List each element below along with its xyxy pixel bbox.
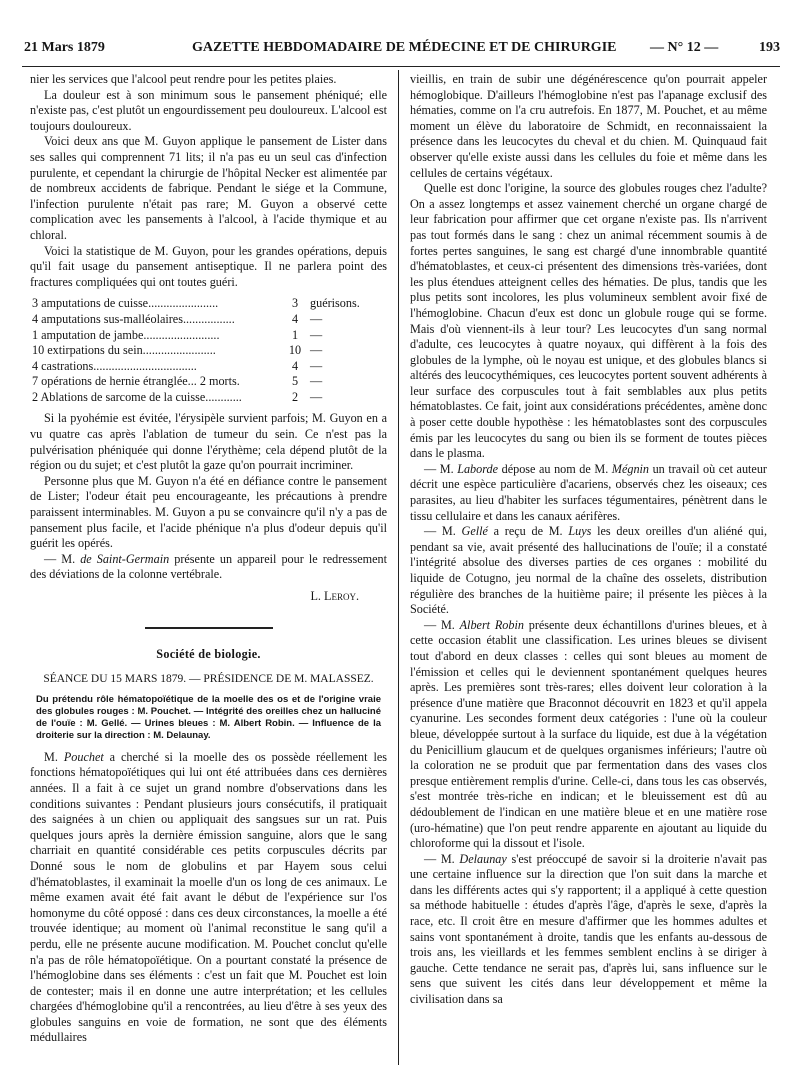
text-run: a reçu de M.: [487, 524, 569, 539]
stat-count: 3: [291, 296, 299, 311]
text-run: présente un appareil pour le redressement des déviations de la colonne vertébrale.: [30, 551, 387, 582]
stat-label: 4 amputations sus-malléolaires.................: [32, 311, 235, 326]
paragraph: Quelle est donc l'origine, la source des globules rouges chez l'adulte? On a assez longtemps et assez vainement cherché un organe chargé de leur fabrication pour affirmer que cet organe n'existe pas. Ils n'arrivent pas tout formés dans le sang : chez un animal récemment soumis à de fortes pertes sanguines, le sang est chargé d'une innombrable quantité d'hématoblastes, et ceux-ci présentent des dimensions très-variées, dont les plus étendues atteignent celles des hématies. De plus, tandis que les plus petits sont incolores, les plus volumineux semblent avoir fixé de l'hémoglobine. Chacun d'eux est donc un globule rouge qui se forme. Mais d'où viennent-ils à leur tour? Les leucocytes d'un sang normal d'adulte, ces leucocytes à quatre noyaux, qui diffèrent à la fois des globules de la lymphe, où le noyau est unique, et des globules blancs si altérés des leucocythémiques, ces leucocytes portent souvent adhérents à leur surface des corpuscules tout à fait semblables aux plus petits hématoblastes. Ce fait, joint aux considérations précédentes, amène donc à poser cette double hypothèse : les hématoblastes sont des corpuscules émis par les leucocytes du sang ou bien ils se forment de toutes pièces dans le plasma.: [410, 181, 767, 461]
text-run: un travail où cet auteur décrit une espèce particulière d'acariens, observés chez les oiseaux; ces parasites, au lieu d'habiter les surfaces tégumentaires, pénètrent dans le tissu cellulaire et dans les canaux aérifères.: [410, 461, 767, 523]
text-run: s'est préoccupé de savoir si la droiterie n'avait pas une certaine influence sur la direction que l'on suit dans la marche et dans les différents actes qui s'y rapportent; il a appliqué à cette question sa méthode habituelle : études d'après l'âge, d'après le sexe, d'après la race, etc. Il croit être en mesure d'affirmer que les hommes adultes et sains vont spontanément à droite, tandis que les enfants au-dessous de trois ans, les vieillards et les femmes semblent enclins à se diriger à gauche. Cette tendance ne serait pas, d'après lui, sans influence sur le sens que suivent les cités dans leur développement et même la civilisation dans sa: [410, 851, 768, 1007]
stat-result: —: [310, 374, 323, 389]
column-divider: [398, 70, 399, 1065]
paragraph: [30, 552, 387, 583]
paragraph: vieillis, en train de subir une dégénérescence qu'on pourrait appeler hémoglobique. D'ailleurs l'hémoglobine n'est pas l'apanage exclusif des hématies, comme on l'a cru autrefois. En 1877, M. Pouchet, et au même moment un élève du laboratoire de Schmidt, en reconnaissaient la présence dans les leucocytes du cheval et du chien. M. Quinquaud fait observer qu'elle existe aussi dans les cellules du foie et même dans les cellules de certains végétaux.: [410, 72, 767, 180]
stat-count: 4: [291, 358, 299, 373]
stat-count: 10: [288, 343, 302, 358]
section-separator: [145, 627, 273, 629]
operation-statistics: [30, 296, 387, 405]
stat-result: —: [310, 327, 323, 342]
paragraph: [410, 852, 767, 1008]
section-title: Société de biologie.: [156, 646, 261, 661]
stat-row: [30, 390, 387, 406]
text-run: — M.: [424, 524, 462, 539]
stat-result: —: [310, 343, 323, 358]
stat-label: 3 amputations de cuisse.......................: [32, 296, 219, 311]
stat-row: [30, 312, 387, 328]
person-name: Gellé: [461, 524, 488, 539]
person-name: Pouchet: [63, 749, 104, 764]
stat-row: [30, 359, 387, 375]
paragraph: Voici deux ans que M. Guyon applique le pansement de Lister dans ses salles qui comprennent 71 lits; il n'a pas eu un seul cas d'infection purulente, et cependant la chirurgie de l'hôpital Necker est alimentée par de nombreux accidents de fabrique. Pendant le siége et la Commune, l'infection purulente n'était pas rare; M. Guyon a observé cette complication avec les pansements à l'alcool, à l'acide thymique et au chloral.: [30, 134, 387, 242]
stat-result: —: [310, 358, 323, 373]
stat-label: 7 opérations de hernie étranglée... 2 morts.: [32, 374, 240, 389]
paragraph: Personne plus que M. Guyon n'a été en défiance contre le pansement de Lister; l'odeur était peu encourageante, les précautions à prendre paraissent interminables. M. Guyon a pu se convaincre qu'il n'y a pas de pansement plus facile, et l'acide phénique n'a plus d'odeur depuis qu'il guérit les opérés.: [30, 473, 387, 551]
person-name: de Saint-Germain: [80, 551, 170, 566]
stat-count: 1: [291, 327, 299, 342]
text-run: — M.: [424, 461, 458, 476]
journal-title: GAZETTE HEBDOMADAIRE DE MÉDECINE ET DE CHIRURGIE: [192, 40, 617, 55]
stat-result: —: [310, 389, 323, 404]
header-date: 21 Mars 1879: [24, 40, 105, 55]
text-run: — M.: [44, 551, 81, 566]
paragraph: [410, 524, 767, 618]
text-run: dépose au nom de M.: [498, 461, 612, 476]
person-name: Laborde: [457, 461, 499, 476]
paragraph: [410, 618, 767, 852]
paragraph: [30, 750, 387, 1046]
header-rule: [22, 66, 780, 67]
stat-label: 10 extirpations du sein........................: [32, 343, 216, 358]
person-name: Albert Robin: [459, 617, 524, 632]
text-run: les deux oreilles d'un aliéné qui, pendant sa vie, avait présenté des hallucinations de l'ouïe; il a constaté l'intégrité absolue des diverses parties de ces organes : mobilité du liquide de Cotugno, jeu normal de la chaîne des osselets, distribution régulière des branches de la huitième paire; il présente les pièces à la Société.: [410, 524, 767, 617]
stat-row: [30, 374, 387, 390]
stat-result: —: [310, 311, 323, 326]
stat-row: [30, 328, 387, 344]
text-run: — M.: [424, 617, 460, 632]
stat-label: 2 Ablations de sarcome de la cuisse............: [32, 389, 242, 404]
issue-number: — N° 12 —: [650, 40, 719, 55]
text-run: présente deux échantillons d'urines bleues, et à cette occasion établit une classification. Les urines bleues se divisent tout d'abord en deux classes : celles qui sont bleues au moment de l'émission et celles qui le deviennent spontanément quelques heures après. Les premières sont très-rares; elles doivent leur coloration à la présence d'une matière que Braconnot découvrit en 1823 et qu'il appela cyanurine. Les secondes forment deux catégories : l'une où la couleur bleue, développée surtout à la surface du liquide, est due à la végétation du Penicillium glaucum et de quelques organismes inférieurs; l'autre où la coloration ne se produit que par fermentation dans des vases clos presque entièrement remplis d'urine. Celle-ci, dans tous les cas observés, s'est montrée très-riche en indican; et le bleuissement est dû au dédoublement de l'indican en une matière bleue et en une matière rose (uro-hématine) que l'on peut rendre apparente en ajoutant au liquide du chloroforme qui la dissout et l'isole.: [410, 617, 767, 851]
session-heading: SÉANCE DU 15 MARS 1879. — PRÉSIDENCE DE M. MALASSEZ.: [43, 673, 374, 686]
paragraph: [410, 462, 767, 524]
paragraph: Si la pyohémie est évitée, l'érysipèle survient parfois; M. Guyon en a vu quatre cas après l'ablation de tumeur du sein. Ce n'est pas la pulvérisation phéniquée qui donne l'érythème; cela dépend plutôt de la région ou du sujet; et c'est plutôt la gaze qu'on pourrait incriminer.: [30, 411, 387, 473]
signature: L. Leroy.: [310, 589, 359, 603]
paragraph: La douleur est à son minimum sous le pansement phéniqué; elle n'existe pas, c'est plutôt un engourdissement peu douloureux. L'alcool est toujours douloureux.: [30, 87, 387, 133]
right-column: [410, 72, 767, 1008]
person-name: Mégnin: [611, 461, 650, 476]
text-run: a cherché si la moelle des os possède réellement les fonctions hématopoïétiques qui lui ont été attribuées dans ces dernières années. Il a fait à ce sujet un grand nombre d'observations dans les conditions suivantes : Pendant plusieurs jours consécutifs, il pratiquait des saignées à un chien ou appliquait des sangsues sur un rat. Puis quelques jours après la dernière émission sanguine, alors que le sang charriait en quantité considérable ces petits corpuscules décrits par Donné sous le nom de globulins et par Hayem sous celui d'hématoblastes, il examinait la moelle d'un os long de ces animaux. Le même examen avait été fait avant le début de l'expérience sur l'os homonyme du côté opposé : dans ces deux circonstances, la moelle a été trouvée identique; au moment où l'animal reconstitue le sang qu'il a perdu, elle ne présente aucune modification. M. Pouchet conclut qu'elle n'a pas de rôle hématopoïétique. On a pourtant constaté la présence de l'hémoglobine dans ses éléments : c'est un fait que M. Pouchet est loin de contester; mais il en donne une autre interprétation; et les cellules chargées d'hémoglobine qu'il a rencontrées, au lieu d'être à ses yeux des globules sanguins en voie de formation, ne sont que des éléments médullaires: [30, 749, 387, 1045]
paragraph: nier les services que l'alcool peut rendre pour les petites plaies.: [30, 72, 337, 86]
person-name: Delaunay: [459, 851, 507, 866]
page-number: 193: [759, 40, 780, 55]
stat-count: 4: [291, 311, 299, 326]
page-header: [24, 40, 780, 62]
stat-result: guérisons.: [310, 296, 360, 311]
text-run: — M.: [424, 851, 460, 866]
stat-row: [30, 296, 387, 312]
stat-count: 2: [291, 389, 299, 404]
person-name: Luys: [568, 524, 592, 539]
stat-count: 5: [291, 374, 299, 389]
left-column: [30, 72, 387, 1046]
stat-row: [30, 343, 387, 359]
paragraph: Voici la statistique de M. Guyon, pour les grandes opérations, depuis qu'il fait usage du pansement antiseptique. Il ne parlera point des fractures compliquées qui ont toutes guéri.: [30, 243, 387, 289]
session-summary: Du prétendu rôle hématopoïétique de la moelle des os et de l'origine vraie des globules rouges : M. Pouchet. — Intégrité des oreilles chez un halluciné de l'ouïe : M. Gellé. — Urines bleues : M. Albert Robin. — Influence de la droiterie sur la direction : M. Delaunay.: [36, 693, 381, 741]
text-run: M.: [44, 749, 64, 764]
stat-label: 1 amputation de jambe.........................: [32, 327, 220, 342]
stat-label: 4 castrations..................................: [32, 358, 197, 373]
